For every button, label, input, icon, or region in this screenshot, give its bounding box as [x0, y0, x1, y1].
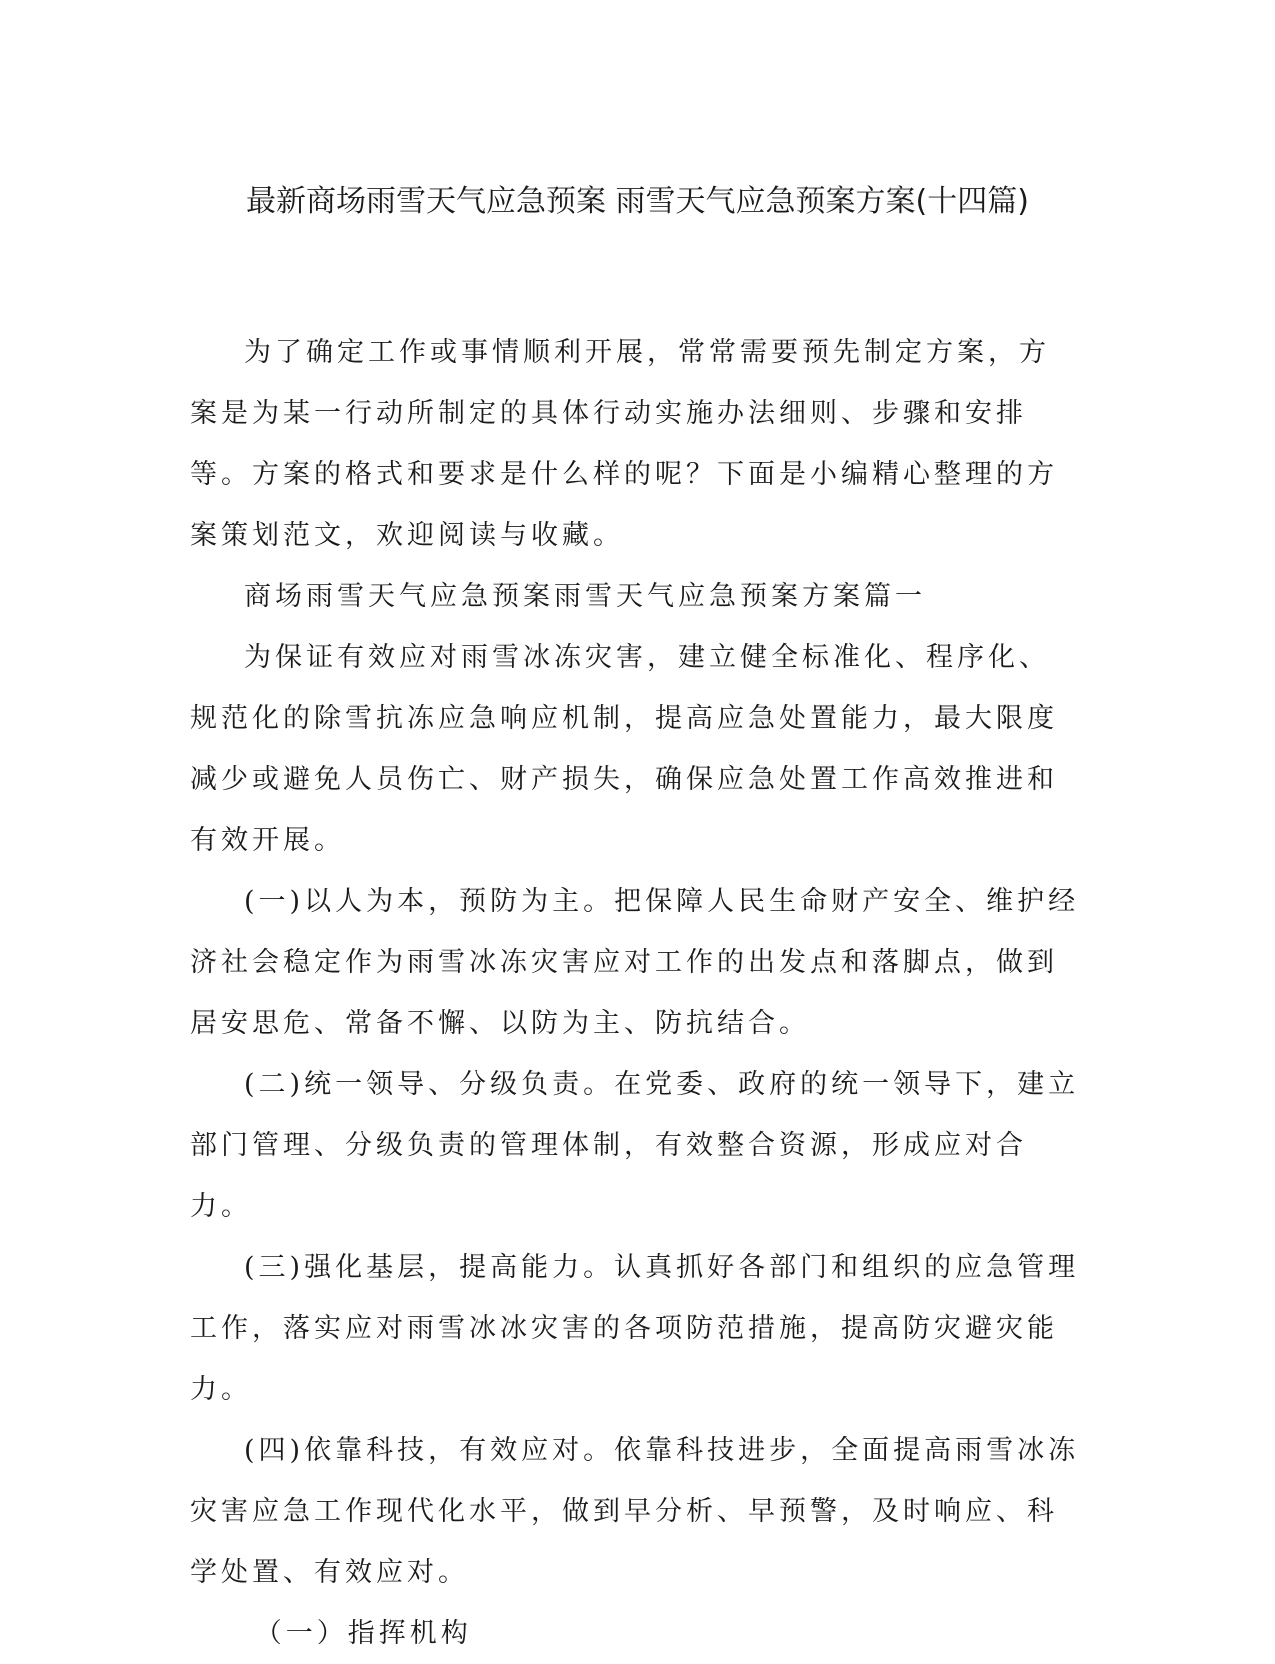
principle-paragraph: (一)以人为本，预防为主。把保障人民生命财产安全、维护经济社会稳定作为雨雪冰冻灾害应对工作的出发点和落脚点，做到居安思危、常备不懈、以防为主、防抗结合。: [190, 886, 1080, 1039]
section-heading: 商场雨雪天气应急预案雨雪天气应急预案方案篇一: [244, 581, 926, 612]
principle-paragraph: (三)强化基层，提高能力。认真抓好各部门和组织的应急管理工作，落实应对雨雪冰冰灾害的各项防范措施，提高防灾避灾能力。: [190, 1252, 1080, 1405]
principle-paragraph: (四)依靠科技，有效应对。依靠科技进步，全面提高雨雪冰冻灾害应急工作现代化水平，做到早分析、早预警，及时响应、科学处置、有效应对。: [190, 1435, 1080, 1588]
document-title: 最新商场雨雪天气应急预案 雨雪天气应急预案方案(十四篇): [246, 184, 1029, 219]
purpose-paragraph: 为保证有效应对雨雪冰冻灾害，建立健全标准化、程序化、规范化的除雪抗冻应急响应机制，提高应急处置能力，最大限度减少或避免人员伤亡、财产损失，确保应急处置工作高效推进和有效开展。: [190, 642, 1058, 856]
document-body: [190, 322, 1080, 1664]
principle-paragraph: (二)统一领导、分级负责。在党委、政府的统一领导下，建立部门管理、分级负责的管理体制，有效整合资源，形成应对合力。: [190, 1069, 1080, 1222]
subsection-heading: （一）指挥机构: [254, 1618, 472, 1649]
intro-paragraph: 为了确定工作或事情顺利开展，常常需要预先制定方案，方案是为某一行动所制定的具体行动实施办法细则、步骤和安排等。方案的格式和要求是什么样的呢？下面是小编精心整理的方案策划范文，欢迎阅读与收藏。: [190, 337, 1058, 551]
